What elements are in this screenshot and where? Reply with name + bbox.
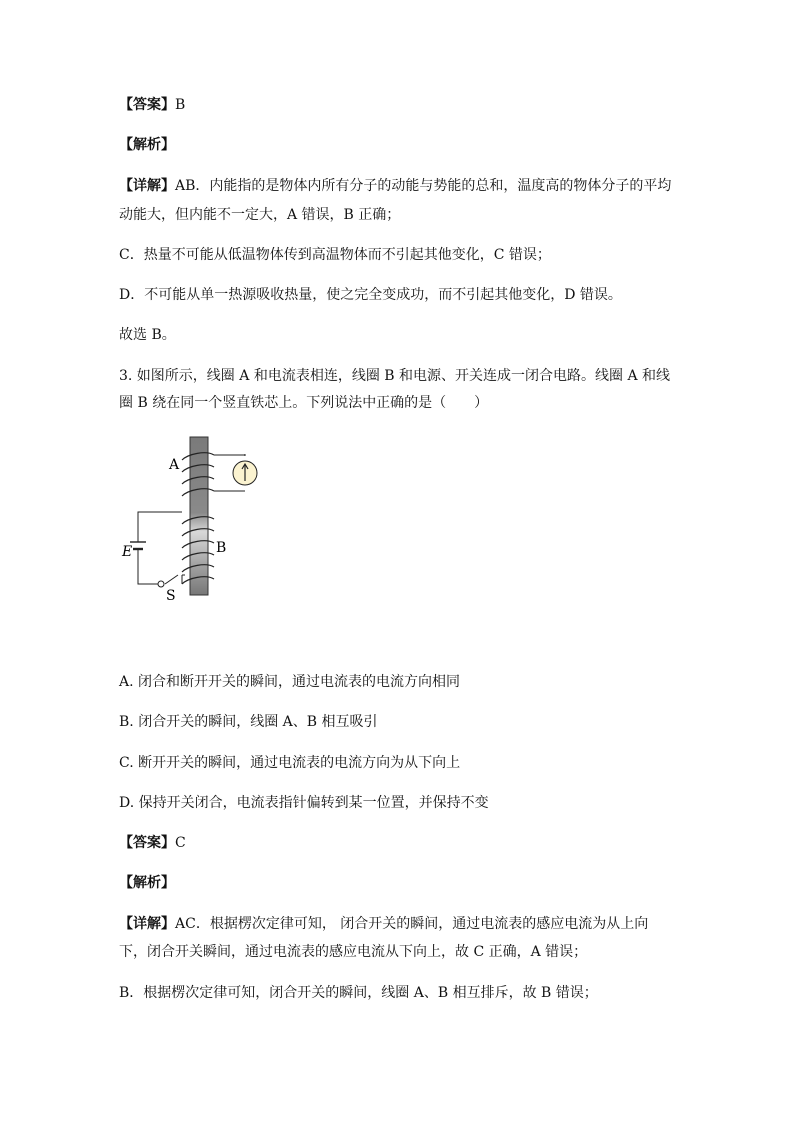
q3-option-c: C. 断开开关的瞬间，通过电流表的电流方向为从下向上: [119, 755, 461, 771]
battery-circuit: [138, 512, 185, 584]
q2-detail-line3: C．热量不可能从低温物体传到高温物体而不引起其他变化，C 错误；: [119, 247, 551, 263]
q3-answer: [119, 834, 186, 852]
figure-label-a: A: [169, 457, 180, 473]
q2-analysis-label: 【解析】: [119, 137, 175, 153]
iron-core: [190, 437, 208, 595]
figure-label-e: E: [122, 544, 133, 560]
q3-detail-line3: B．根据楞次定律可知，闭合开关的瞬间，线圈 A、B 相互排斥，故 B 错误；: [119, 985, 598, 1001]
answer-value: B: [175, 97, 186, 113]
q2-detail-line2: 动能大，但内能不一定大，A 错误，B 正确；: [119, 207, 401, 223]
q3-analysis-label: 【解析】: [119, 875, 175, 891]
q3-option-a: A. 闭合和断开开关的瞬间，通过电流表的电流方向相同: [119, 674, 461, 690]
battery-symbol: [130, 542, 146, 549]
q2-detail-line1: [119, 177, 671, 195]
q3-detail-line2: 下，闭合开关瞬间，通过电流表的感应电流从下向上，故 C 正确，A 错误；: [119, 944, 588, 960]
circuit-figure: [118, 432, 278, 602]
answer-label: 【答案】: [119, 97, 175, 113]
q3-stem-line2: 圈 B 绕在同一个竖直铁芯上。下列说法中正确的是（ ）: [119, 395, 489, 411]
answer-label: 【答案】: [119, 835, 175, 851]
answer-value: C: [175, 835, 186, 851]
q3-detail-line1: [119, 915, 648, 933]
ammeter-symbol: [233, 461, 257, 485]
q3-option-d: D. 保持开关闭合，电流表指针偏转到某一位置，并保持不变: [119, 795, 489, 811]
detail-label: 【详解】: [119, 916, 175, 932]
q3-option-b: B. 闭合开关的瞬间，线圈 A、B 相互吸引: [119, 714, 378, 730]
switch-pivot: [158, 581, 164, 587]
q2-answer: [119, 96, 185, 114]
detail-label: 【详解】: [119, 178, 175, 194]
q2-detail-line4: D．不可能从单一热源吸收热量，使之完全变成功，而不引起其他变化，D 错误。: [119, 287, 622, 303]
detail-text: AB．内能指的是物体内所有分子的动能与势能的总和，温度高的物体分子的平均: [175, 178, 672, 194]
figure-label-s: S: [166, 588, 176, 602]
q3-stem-line1: 3. 如图所示，线圈 A 和电流表相连，线圈 B 和电源、开关连成一闭合电路。线圈 A 和线: [119, 368, 671, 384]
figure-label-b: B: [216, 540, 227, 556]
q2-detail-line5: 故选 B。: [119, 327, 176, 343]
detail-text: AC．根据楞次定律可知， 闭合开关的瞬间，通过电流表的感应电流为从上向: [175, 916, 649, 932]
